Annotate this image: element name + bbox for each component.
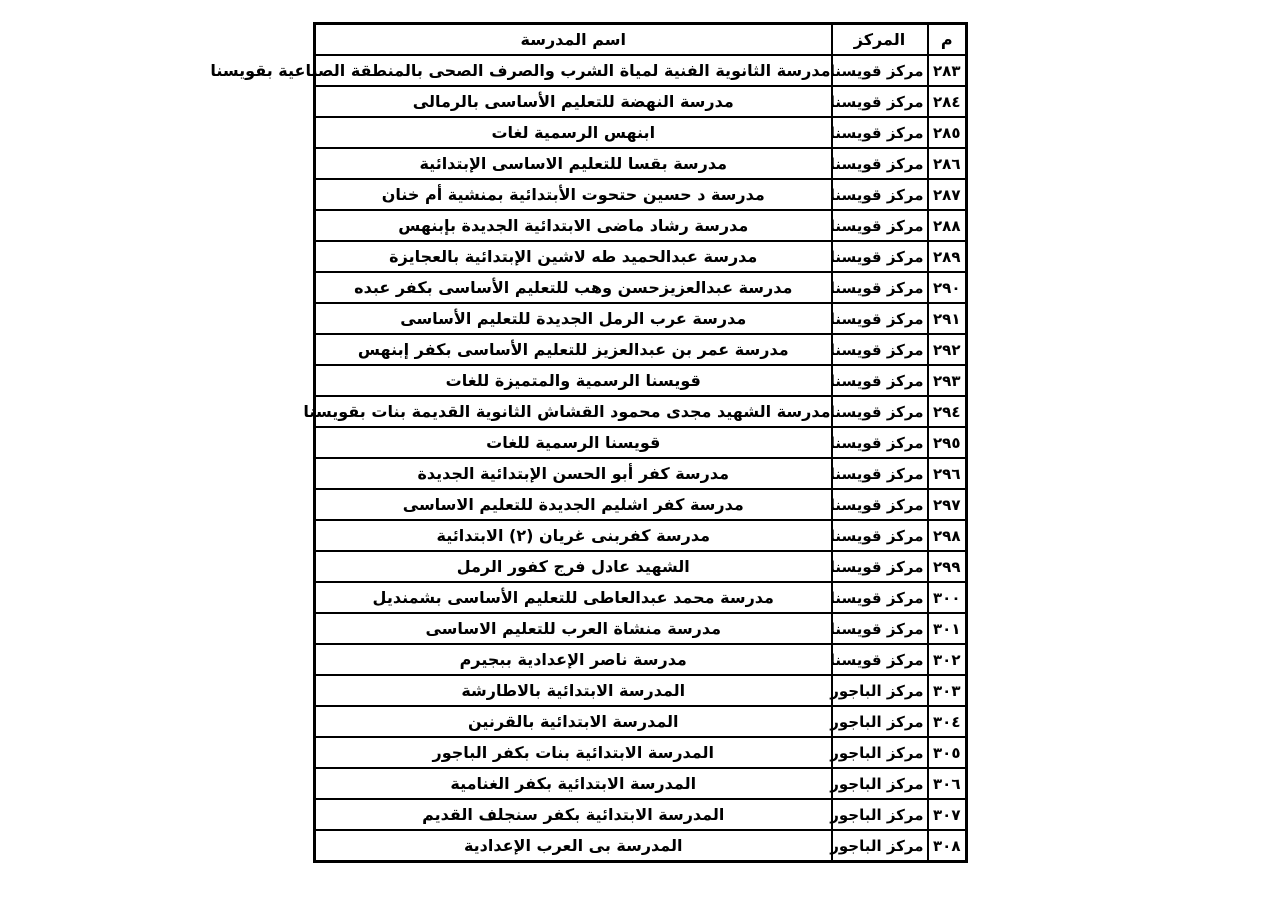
center-cell: مركز قويسنا [832, 148, 928, 179]
number-cell: ٣٠١ [928, 613, 967, 644]
center-cell: مركز قويسنا [832, 86, 928, 117]
col-header-school-name: اسم المدرسة [315, 24, 832, 56]
table-row [315, 706, 967, 737]
table-row [315, 117, 967, 148]
schools-table [210, 22, 968, 863]
center-cell: مركز قويسنا [832, 179, 928, 210]
center-cell: مركز قويسنا [832, 644, 928, 675]
table-row [315, 148, 967, 179]
school-name-cell: مدرسة كفر أبو الحسن الإبتدائية الجديدة [315, 458, 832, 489]
school-name-cell: الشهيد عادل فرج كفور الرمل [315, 551, 832, 582]
table-row [315, 737, 967, 768]
school-name-cell: مدرسة الثانوية الفنية لمياة الشرب والصرف الصحى بالمنطقة الصناعية بقويسنا [315, 55, 832, 86]
center-cell: مركز الباجور [832, 737, 928, 768]
center-cell: مركز قويسنا [832, 551, 928, 582]
number-cell: ٣٠٠ [928, 582, 967, 613]
school-name-cell: مدرسة رشاد ماضى الابتدائية الجديدة بإبنهس [315, 210, 832, 241]
center-cell: مركز قويسنا [832, 427, 928, 458]
table-row [315, 768, 967, 799]
table-row [315, 582, 967, 613]
number-cell: ٢٩٠ [928, 272, 967, 303]
table-row [315, 55, 967, 86]
table-row [315, 551, 967, 582]
number-cell: ٢٩٣ [928, 365, 967, 396]
table-row [315, 799, 967, 830]
school-name-cell: مدرسة كفربنى غريان (٢) الابتدائية [315, 520, 832, 551]
table-row [315, 179, 967, 210]
center-cell: مركز قويسنا [832, 210, 928, 241]
table-header-row [315, 24, 967, 56]
table-row [315, 613, 967, 644]
center-cell: مركز قويسنا [832, 365, 928, 396]
number-cell: ٢٨٥ [928, 117, 967, 148]
school-name-cell: مدرسة عبدالعزيزحسن وهب للتعليم الأساسى بكفر عبده [315, 272, 832, 303]
center-cell: مركز قويسنا [832, 458, 928, 489]
table-row [315, 334, 967, 365]
center-cell: مركز قويسنا [832, 334, 928, 365]
school-name-cell: مدرسة كفر اشليم الجديدة للتعليم الاساسى [315, 489, 832, 520]
school-name-cell: ابنهس الرسمية لغات [315, 117, 832, 148]
school-name-cell: مدرسة النهضة للتعليم الأساسى بالرمالى [315, 86, 832, 117]
number-cell: ٣٠٨ [928, 830, 967, 862]
number-cell: ٣٠٤ [928, 706, 967, 737]
center-cell: مركز قويسنا [832, 582, 928, 613]
number-cell: ٢٨٦ [928, 148, 967, 179]
table-row [315, 396, 967, 427]
col-header-center: المركز [832, 24, 928, 56]
center-cell: مركز قويسنا [832, 520, 928, 551]
number-cell: ٣٠٥ [928, 737, 967, 768]
table-row [315, 489, 967, 520]
table-row [315, 830, 967, 862]
number-cell: ٣٠٣ [928, 675, 967, 706]
school-name-cell: مدرسة عبدالحميد طه لاشين الإبتدائية بالعجايزة [315, 241, 832, 272]
table-row [315, 520, 967, 551]
number-cell: ٢٩١ [928, 303, 967, 334]
number-cell: ٢٩٥ [928, 427, 967, 458]
number-cell: ٢٨٣ [928, 55, 967, 86]
center-cell: مركز الباجور [832, 675, 928, 706]
table-row [315, 644, 967, 675]
center-cell: مركز قويسنا [832, 117, 928, 148]
center-cell: مركز قويسنا [832, 272, 928, 303]
number-cell: ٢٩٢ [928, 334, 967, 365]
table-row [315, 458, 967, 489]
center-cell: مركز الباجور [832, 706, 928, 737]
number-cell: ٢٨٧ [928, 179, 967, 210]
center-cell: مركز قويسنا [832, 489, 928, 520]
school-name-cell: المدرسة الابتدائية بكفر سنجلف القديم [315, 799, 832, 830]
school-name-cell: المدرسة الابتدائية بالاطارشة [315, 675, 832, 706]
school-name-cell: المدرسة الابتدائية بنات بكفر الباجور [315, 737, 832, 768]
number-cell: ٢٩٩ [928, 551, 967, 582]
number-cell: ٢٨٩ [928, 241, 967, 272]
school-name-cell: مدرسة د حسين حتحوت الأبتدائية بمنشية أم خنان [315, 179, 832, 210]
school-name-cell: المدرسة بى العرب الإعدادية [315, 830, 832, 862]
school-name-cell: مدرسة عرب الرمل الجديدة للتعليم الأساسى [315, 303, 832, 334]
center-cell: مركز قويسنا [832, 241, 928, 272]
table-row [315, 303, 967, 334]
center-cell: مركز الباجور [832, 799, 928, 830]
school-name-cell: مدرسة ناصر الإعدادية ببجيرم [315, 644, 832, 675]
table-row [315, 427, 967, 458]
number-cell: ٢٩٦ [928, 458, 967, 489]
school-name-cell: قويسنا الرسمية والمتميزة للغات [315, 365, 832, 396]
school-name-cell: قويسنا الرسمية للغات [315, 427, 832, 458]
number-cell: ٣٠٢ [928, 644, 967, 675]
table-row [315, 675, 967, 706]
number-cell: ٣٠٧ [928, 799, 967, 830]
table-row [315, 210, 967, 241]
center-cell: مركز قويسنا [832, 303, 928, 334]
school-name-cell: مدرسة بقسا للتعليم الاساسى الإبتدائية [315, 148, 832, 179]
school-name-cell: مدرسة منشاة العرب للتعليم الاساسى [315, 613, 832, 644]
number-cell: ٢٨٤ [928, 86, 967, 117]
school-name-cell: المدرسة الابتدائية بالقرنين [315, 706, 832, 737]
table-row [315, 365, 967, 396]
number-cell: ٣٠٦ [928, 768, 967, 799]
number-cell: ٢٩٤ [928, 396, 967, 427]
table-row [315, 86, 967, 117]
number-cell: ٢٩٨ [928, 520, 967, 551]
center-cell: مركز قويسنا [832, 396, 928, 427]
center-cell: مركز قويسنا [832, 55, 928, 86]
center-cell: مركز قويسنا [832, 613, 928, 644]
table-row [315, 272, 967, 303]
school-name-cell: المدرسة الابتدائية بكفر الغنامية [315, 768, 832, 799]
center-cell: مركز الباجور [832, 830, 928, 862]
number-cell: ٢٨٨ [928, 210, 967, 241]
table-row [315, 241, 967, 272]
center-cell: مركز الباجور [832, 768, 928, 799]
number-cell: ٢٩٧ [928, 489, 967, 520]
school-name-cell: مدرسة محمد عبدالعاطى للتعليم الأساسى بشمنديل [315, 582, 832, 613]
school-name-cell: مدرسة الشهيد مجدى محمود القشاش الثانوية القديمة بنات بقويسنا [315, 396, 832, 427]
school-name-cell: مدرسة عمر بن عبدالعزيز للتعليم الأساسى بكفر إبنهس [315, 334, 832, 365]
col-header-number: م [928, 24, 967, 56]
